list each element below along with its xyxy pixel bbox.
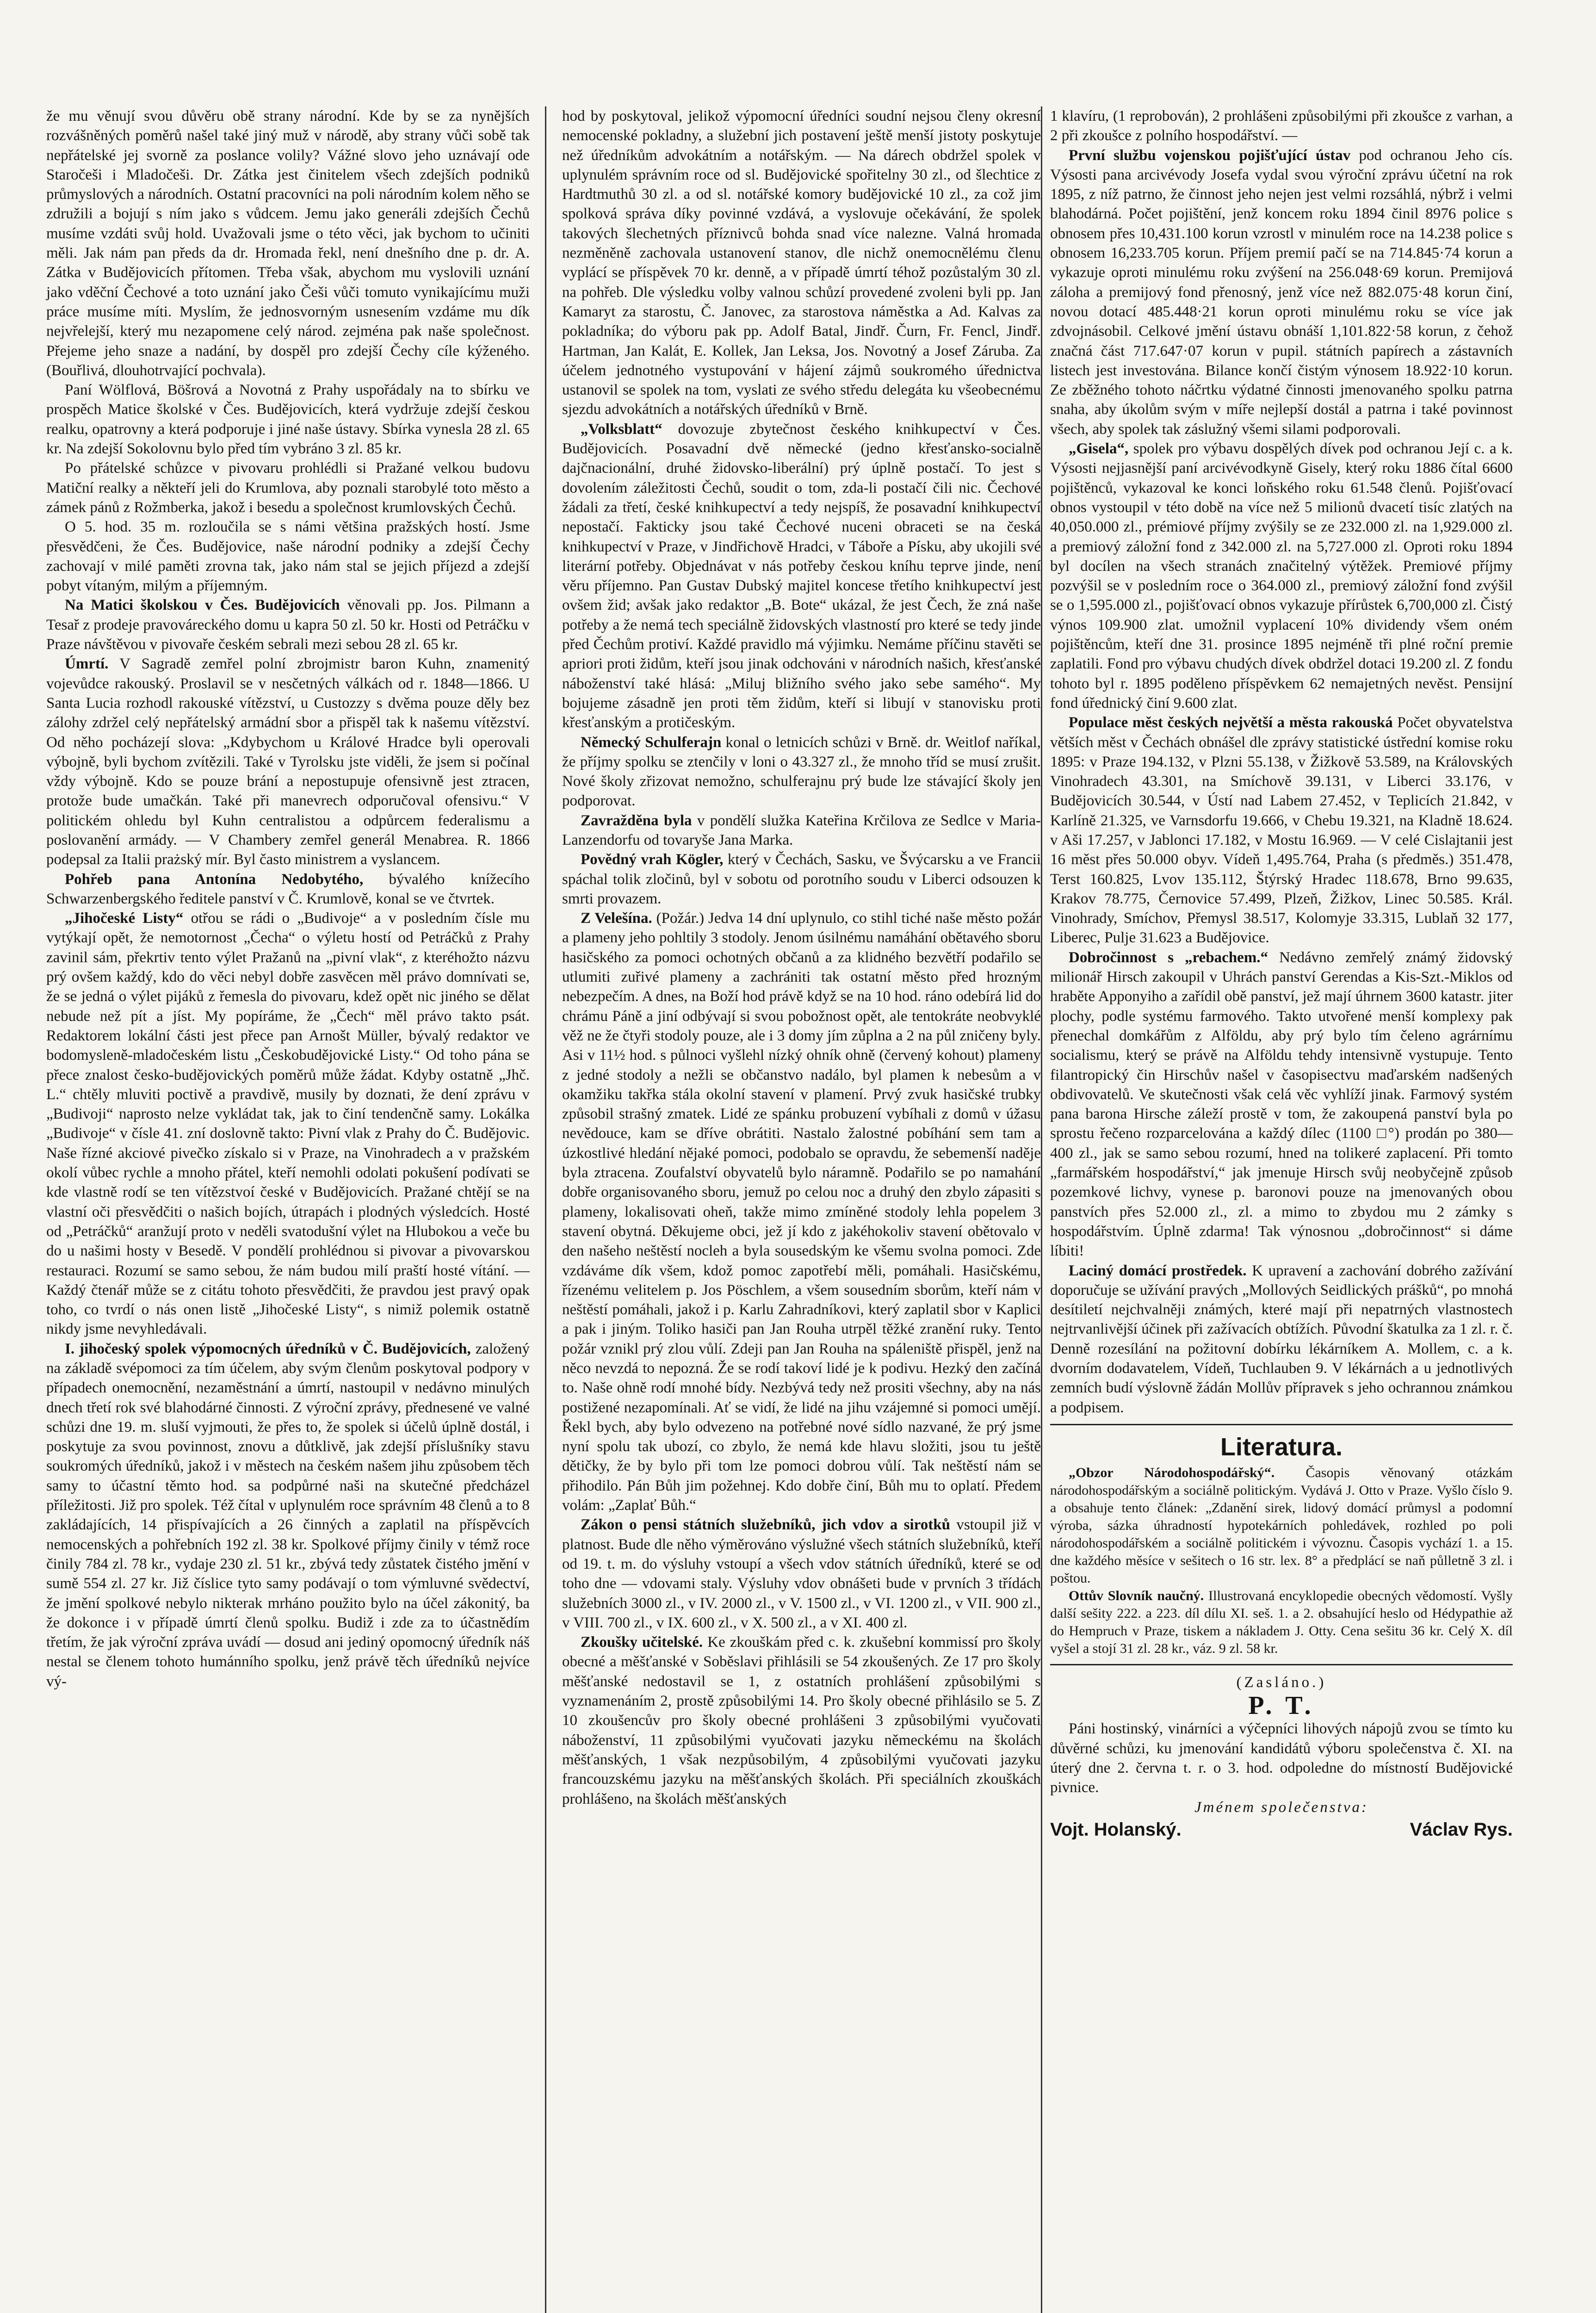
literatura-item-text: Illustrovaná encyklopedie obecných vědomostí. Vyšly další sešity 222. a 223. díl dílu XI. seš. 1. a 2. obsahující heslo od Hédypathie až do Hempruch v Praze, tiskem a nákladem J. Otty. Cena sešitu 36 kr. Celý X. díl vyšel a stojí 31 zl. 28 kr., váz. 9 zl. 58 kr. xyxy=(1050,1588,1513,1656)
article-text: Paní Wölflová, Böšrová a Novotná z Prahy uspořádaly na to sbírku ve prospěch Matice školské v Čes. Budějovicích, která vydržuje zdejší českou realku, opatrovny a která podporuje i jiné naše ústavy. Sbírka vynesla 28 zl. 65 kr. Na zdejší Sokolovnu bylo před tím vybráno 3 zl. 85 kr. xyxy=(46,382,530,458)
literatura-item-title: „Obzor Národohospodářský“. xyxy=(1069,1465,1275,1480)
article-paragraph xyxy=(562,909,1041,1515)
column-1 xyxy=(46,106,530,1691)
column-2 xyxy=(562,106,1041,1809)
article-heading: Pohřeb pana Antonína Nedobytého, xyxy=(65,871,364,888)
article-heading: Populace měst českých největší a města rakouská xyxy=(1069,714,1393,731)
article-text: Po přátelské schůzce v pivovaru prohlédli si Pražané velkou budovu Matiční realky a někteří jeli do Krumlova, aby poznali starobylé toto město a zámek pánů z Rožmberka, jakož i besedu a společnost krumlovských Čechů. xyxy=(46,460,530,516)
literatura-item-text: Časopis věnovaný otázkám národohospodářským a sociálně politickým. Vydává J. Otto v Praze. Vyšlo číslo 9. a obsahuje tento článek: „Zdanění sirek, lidový domácí průmysl a podomní výroba, sázka úhradností hypotekárních pohledávek, rozhled po poli národohospodářském a sociálně politickém i vývoznu. Časopis vychází 1. a 15. dne každého měsíce v sešitech o 16 str. lex. 8° a předplácí se naň půlletně 3 zl. i poštou. xyxy=(1050,1465,1513,1586)
divider xyxy=(1050,1424,1513,1425)
article-text: věnovali pp. Jos. Pilmann a Tesař z prodeje pravováreckého domu u kapra 50 zl. 50 kr. Hosti od Petráčku v Praze návštěvou v pivovaře českém sebrali mezi sebou 28 zl. 65 kr. xyxy=(46,597,530,653)
article-text: Počet obyvatelstva větších měst v Čechách obnášel dle zprávy statistické ústřední komise roku 1895: v Praze 194.132, v Plzni 55.138, v Žižkově 53.589, na Královských Vinohradech 43.301, na Smíchově 39.131, v Liberci 33.176, v Budějovicích 30.544, v Ústí nad Labem 27.452, v Teplicích 21.842, v Karlíně 21.325, ve Varnsdorfu 19.666, v Chebu 19.321, na Kladně 18.624. v Aši 17.257, v Jablonci 17.182, v Mostu 16.969. — V celé Cislajtanii jest 16 měst přes 50.000 obyv. Vídeň 1,495.764, Praha (s předměs.) 351.478, Terst 160.825, Lvov 135.112, Štýrský Hradec 118.678, Brno 99.635, Krakov 78.775, Černovice 57.499, Plzeň, Žižkov, Linec 50.585. Král. Vinohrady, Smíchov, Přemysl 38.517, Kolomyje 33.315, Lublaň 32 177, Liberec, Pulje 31.623 a Budějovice. xyxy=(1050,714,1513,946)
article-text: pod ochranou Jeho cís. Výsosti pana arcivévody Josefa vydal svou výroční zprávu účetní na rok 1895, z níž patrno, že činnost jeho nejen jest velmi rozsáhlá, nýbrž i velmi blahodárná. Počet pojištění, jenž koncem roku 1894 činil 8976 police s obnosem přes 10,431.100 korun vzrostl v minulém roce na 14.238 police s obnosem 16,233.705 korun. Příjem premií pačí se na 714.845·74 korun a vykazuje oproti minulému roku zvýšení na 256.048·69 korun. Premijová záloha a premijový fond přenosný, jenž více než 882.075·48 korun činí, novou dotací 485.448·21 korun oproti minulému roku se více jak zdvojnásobil. Celkové jmění ústavu obnáší 1,101.822·58 korun, z čehož značná část 717.647·07 korun v pupil. státních papírech a zástavních listech jest investována. Bilance končí čistým výnosem 18.922·10 korun. Ze zběžného tohoto náčrtku výdatné činnosti jmenovaného spolku patrna snaha, aby úkolům svým v míře nejlepší dostál a patrna i také povinnost všech, aby spolek tak záslužný všemi silami podporovali. xyxy=(1050,147,1513,438)
article-paragraph xyxy=(1050,1261,1513,1417)
article-text: spolek pro výbavu dospělých dívek pod ochranou Její c. a k. Výsosti nejjasnější paní arcivévodkyně Gisely, který roku 1886 čítal 6600 pojištěnců, vykazoval ke konci loňského roku 61.548 členů. Pojišťovací obnos vystoupil v této době na více než 5 milionů dvacetí tisíc zlatých na 40,050.000 zl., prémiové příjmy zvýšily se ze 232.000 zl. na 1,929.000 zl. a premiový záložní fond z 342.000 zl. na 5,727.000 zl. Oproti roku 1894 byl docílen na všech stranách značitelný výtěžek. Premiové příjmy pozvýšil se v posledním roce o 364.000 zl., premiový záložní fond zvýšil se o 1,595.000 zl., pojišťovací obnos vykazuje přírůstek 6,700,000 zl. Čistý výnos 109.900 zlat. umožnil vyplacení 10% dividendy všem oném pojištěncům, kteří dne 31. prosince 1895 nejméně tři plné roční premie zaplatili. Fond pro výbavu chudých dívek obdržel dotaci 19.200 zl. Z fondu tohoto byl r. 1895 poděleno příspěvkem 62 nemajetných nevěst. Pensijní fond úřednický činí 9.600 zlat. xyxy=(1050,440,1513,711)
article-text: vstoupil již v platnost. Bude dle něho výměrováno výslužné všech státních služebníků, kteří od 19. t. m. do výsluhy vstoupí a všech vdov státních úředníků, které se od toho dne — vdovami staly. Výsluhy vdov obnášeti bude v prvních 3 třídách služebních 3000 zl., v IV. 2000 zl., v V. 1500 zl., v VI. 1200 zl., v VII. 900 zl., v VIII. 700 zl., v IX. 600 zl., v X. 500 zl., a v XI. 400 zl. xyxy=(562,1516,1041,1631)
signature-right: Václav Rys. xyxy=(1410,1819,1513,1840)
article-paragraph xyxy=(1050,439,1513,713)
literatura-item xyxy=(1050,1587,1513,1657)
article-paragraph xyxy=(46,106,530,380)
article-heading: „Gisela“, xyxy=(1069,440,1129,458)
article-paragraph xyxy=(1050,146,1513,439)
zaslano-text: Páni hostinský, vinárníci a výčepníci lihových nápojů zvou se tímto ku důvěrné schůzi, ku jmenování kandidátů výboru společenstva č. XI. na úterý dne 2. června t. r. o 3. hod. odpoledne do místností Budějovické pivnice. xyxy=(1050,1720,1513,1796)
article-text: dovozuje zbytečnost českého knihkupectví v Čes. Budějovicích. Posavadní dvě německé (jedno křesťansko-socialně dajčnacionální, druhé židovsko-liberální) prý úplně postačí. To jest s dovolením záležitosti Čechů, soudit o tom, zda-li postačí čili nic. Čechové žádali za třetí, české knihkupectví a tedy nejspíš, že posavadní knihkupectví nepostačí. Fakticky jsou také Čechové nuceni obraceti se na česká knihkupectví v Praze, v Jindřichově Hradci, v Táboře a Písku, aby ukojili své literární potřeby. Objednávat v nás potřeby českou kníhu teprve jinde, není věru příjemno. Pan Gustav Dubský majitel koncese třetího knihkupectví jest ovšem žid; avšak jako redaktor „B. Bote“ ukázal, že jest Čech, že zná naše potřeby a že nemá tech speciálně židovských vlastností pro které se tedy jinde před Čechům protiví. Každé pravidlo má výjimku. Nemáme příčinu stavěti se apriori proti židům, kteří jsou jinak odchováni v národních našich, křesťanské náboženství také hlásá: „Miluj bližního svého jako sebe samého“. My bojujeme zásadně jen proti těm židům, kteří si libují v stanovisku proti křesťanským a protičeským. xyxy=(562,421,1041,731)
article-paragraph xyxy=(46,909,530,1339)
article-text: Nedávno zemřelý známý židovský milionář Hirsch zakoupil v Uhrách panství Gerendas a Kis-Szt.-Miklos od hraběte Apponyiho a zařídil obě panství, jež mají úhrnem 3600 katastr. jiter plochy, podle systému farmového. Takto utvořené menší komplexy pak přenechal domkářům z Alföldu, aby prý bylo tím čeleno agrárnímu socialismu, který se právě na Alföldu tehdy intensivně vystupuje. Tento filantropický čin Hirschův našel v časopisectvu maďarském nadšených obdivovatelů. Ve skutečnosti však celá věc vyhlíží jinak. Farmový systém pana barona Hirsche záleží prostě v tom, že zakoupená panství byla po sprostu řečeno rozparcelována a každý dílec (1100 □°) prodán po 380—400 zl., jak se samo sebou rozumí, hned na tolikeré zaplacení. Při tomto „farmářském hospodářství,“ jak jmenuje Hirsch svůj neobyčejně způsob pozemkové lichvy, vynese p. baronovi pouze na jmenovaných obou panstvích přes 52.000 zl., zl. a mimo to zbydou mu 2 zámky s hospodářstvím. Úplně zdarma! Tak výnosnou „dobročinnost“ si dáme líbiti! xyxy=(1050,949,1513,1260)
article-text: hod by poskytoval, jelikož výpomocní úředníci soudní nejsou členy okresní nemocenské pokladny, a služební jich postavení ještě menší jistoty poskytuje než úředníkům advokátním a notářským. — Na dárech obdržel spolek v uplynulém správním roce od sl. Budějovické spořitelny 30 zl., od šlechtice z Hardtmuthů 30 zl. a od sl. notářské komory budějovické 10 zl., za což jim spolková správa díky povinné vzdává, a vyslovuje očekávání, že spolek takových šlechetných příznivců bohda snad více nalezne. Valná hromada nezměněně zachovala ustanovení stanov, dle nichž onemocnělému členu vyplácí se příspěvek 70 kr. denně, a v případě úmrtí téhož pozůstalým 30 zl. na pohřeb. Dle výsledku volby valnou schůzí provedené zvoleni byli pp. Jan Kamaryt za starostu, Č. Janovec, za starostova náměstka a Ad. Kalvas za pokladníka; do výboru pak pp. Adolf Batal, Jindř. Čurn, Fr. Fencl, Jindř. Hartman, Jan Kalát, E. Kollek, Jan Leksa, Jos. Novotný a Josef Záruba. Za účelem jednotného vystupování v hájení zájmů soukromého úřednictva ustanovil se spolek na tom, vyslati ze svého středu delegáta ku všeobecnému sjezdu advokátních a notářských úředníků v Brně. xyxy=(562,108,1041,418)
zaslano-sig-header: Jménem společenstva: xyxy=(1194,1799,1368,1816)
article-heading: Zavražděna byla xyxy=(581,812,692,829)
article-heading: I. jihočeský spolek výpomocných úředníků v Č. Budějovicích, xyxy=(65,1340,471,1357)
article-heading: První službu vojenskou pojišťující ústav xyxy=(1069,147,1351,164)
article-heading: Zkoušky učitelské. xyxy=(581,1634,703,1651)
article-paragraph xyxy=(46,595,530,654)
article-heading: Úmrtí. xyxy=(65,656,109,673)
column-rule-1 xyxy=(545,106,546,2313)
article-text: v pondělí služka Kateřina Krčilova ze Sedlce v Maria-Lanzendorfu od tovaryše Jana Marka. xyxy=(562,812,1041,848)
article-text: že mu věnují svou důvěru obě strany národní. Kde by se za nynějších rozvášněných poměrů našel také jiný muž v národě, aby strany vůči sobě tak nepřátelské jej svorně za poslance volily? Vážné slovo jeho uznávají ode Staročeši i Mladočeši. Dr. Zátka jest činitelem všech zdejších podniků průmyslových a národních. Ostatní pracovníci na poli národním kolem něho se združili a bojují s ním jako s vůdcem. Jemu jako generáli zdejších Čechů musíme vzdáti svůj hold. Uvažovali jsme o této věci, jak bychom to učiniti měli. Jak nám pan předs da dr. Hromada řekl, není dnešního dne p. dr. A. Zátka v Budějovicích přítomen. Třeba však, abychom mu vyslovili uznání jako vděční Čechové a toto uznání jako Češi vůči tomuto vynikajícímu muži práce musíme míti. Myslím, že jednosvorným usnesením vzdáme mu dík nejvřelejší, který mu nezapomene celý národ. zejména pak naše společnost. Přejeme jeho snaze a nadání, by dospěl pro zdejší Čechy cíle kýženého. (Bouřlivá, dlouhotrvající pochvala). xyxy=(46,108,530,379)
article-paragraph xyxy=(46,517,530,595)
article-heading: „Jihočeské Listy“ xyxy=(65,910,184,927)
article-text: V Sagradě zemřel polní zbrojmistr baron Kuhn, znamenitý vojevůdce rakouský. Proslavil se v nesčetných válkách od r. 1848—1866. U Santa Lucia rozhodl rakouské vítězství, u Custozzy s dvěma pouze děly bez zálohy zdržel celý nepřátelský armádní sbor a přispěl tak k našemu vítězství. Od něho pocházejí slova: „Kdybychom u Králové Hradce byli operovali výbojně, byli bychom zvítězili. Také v Tyrolsku jste viděli, že jsem si počínal vždy výbojně. Kdo se pouze brání a nepostupuje ofensivně jest ztracen, protože bude umačkán. Také při manevrech odporučoval ofensivu.“ V politickém ohledu byl Kuhn centralistou a odpůrcem federalismu a poslovanění armády. — V Chambery zemřel generál Menabrea. R. 1866 podepsal za Italii prażský mír. Byl často ministrem a vyslancem. xyxy=(46,656,530,868)
article-text: 1 klavíru, (1 reprobován), 2 prohlášeni způsobilými při zkoušce z varhan, a 2 při zkoušce z polního hospodářství. — xyxy=(1050,108,1513,144)
article-paragraph xyxy=(562,1633,1041,1809)
column-rule-2 xyxy=(1041,106,1042,2313)
signature-left: Vojt. Holanský. xyxy=(1050,1819,1182,1840)
literatura-heading: Literatura. xyxy=(1220,1433,1343,1461)
article-text: který v Čechách, Sasku, ve Švýcarsku a ve Francii spáchal tolik zločinů, byl v sobotu od porotního soudu v Liberci odsouzen k smrti provazem. xyxy=(562,851,1041,907)
article-heading: Povědný vrah Kögler, xyxy=(581,851,724,868)
literatura-item-title: Ottův Slovník naučný. xyxy=(1069,1588,1204,1603)
zaslano-header: (Zasláno.) xyxy=(1236,1674,1327,1691)
literatura-item xyxy=(1050,1464,1513,1587)
article-paragraph xyxy=(1050,106,1513,146)
article-text: O 5. hod. 35 m. rozloučila se s námi většina pražských hostí. Jsme přesvědčeni, že Čes. Budějovice, naše národní podniky a zdejší Čechy zachovají v milé paměti zrovna tak, jako nám stal se jejich příjezd a zdejší pobyt vítaným, milým a příjemným. xyxy=(46,519,530,594)
article-paragraph xyxy=(562,733,1041,811)
article-paragraph xyxy=(562,106,1041,420)
article-paragraph xyxy=(562,850,1041,909)
article-paragraph xyxy=(562,420,1041,733)
zaslano-signatures xyxy=(1050,1820,1513,1839)
article-heading: Dobročinnost s „rebachem.“ xyxy=(1069,949,1268,966)
article-text: (Požár.) Jedva 14 dní uplynulo, co stihl tiché naše město požár a plameny jeho pohltily 3 stodoly. Jenom úsilnému namáhání obětavého sboru hasičského za pomoci ochotných občanů a za klidného bezvětří podařilo se utlumiti zuřivé plameny a zachrániti tak ostatní město před hrozným nebezpečím. A dnes, na Boží hod právě když se na 10 hod. ráno odebírá lid do chrámu Páně a jiní odbývají si svou pobožnost opět, ale tentokráte neobvyklé věž ne že čtyři stodoly pouze, ale i 3 domy jím zůplna a 2 na půl zničeny byly. Asi v 11½ hod. s půlnoci vyšlehl nízký ohník ohně (červený kohout) plameny z jedné stodoly a nežli se občanstvo nadálo, byl plamen k nebesům a v okamžiku takřka stála okolní stavení v plamení. Prvý zvuk hasičské trubky způsobil strašný zmatek. Lidé ze spánku probuzení vybíhali z domů v úžasu nevědouce, kam se dříve obrátiti. Nastalo žalostné pobíhání sem tam a úzkostlivé hledání nějaké pomoci, podobalo se opravdu, že sebemenší naděje byla ztracena. Zoufalství obyvatelů bylo náramně. Podařilo se po namahání dobře organisovaného sboru, jemuž po celou noc a druhý den zbylo zápasiti s plameny, lokalisovati oheň, takže mimo zmíněné stodoly lehla popelem 3 stavení obytná. Děkujeme obci, jež jí kdo z jakéhokoliv stavení obětovalo v den našeho neštěstí nocleh a byla sousedským ke všemu svolna pomoci. Zde vzdáváme dík všem, kdož pomoc zapotřebí měli, pomáhali. Hasičskému, řízenému velitelem p. Jos Pöschlem, a všem sousedním sborům, kteří nám v neštěstí pomáhali, jakož i p. Karlu Zahradníkovi, který zaplatil sbor v Kaplici a pak i jiným. Toliko hasiči pan Jan Rouha utrpěl těžké zranění ruky. Tento požár vznikl prý zlou vůlí. Zdeji pan Jan Rouha na spáleniště přispěl, jenž na něco nevzdá to nepozná. Že se rodí takoví lidé je k podivu. Hezký den začíná to. Naše ohně rodí mnohé bídy. Nezbývá tedy než prositi všechny, aby na nás postižené nezapomínali. Ať se vidí, že lidé na jihu vzájemné si pomoci umějí. Řekl bych, aby bylo odvezeno na potřebné nové sídlo nazvané, že prý jsme nyní spolu tak ubozí, co zbylo, že nemá kde hlavu složiti, jsou tu ještě dětičky, že by bylo při tom lze pomoci dobrou vůlí. Tak neštěstí nám se přihodilo. Pán Bůh jim požehnej. Kdo dobře činí, Bůh mu to oplatí. Předem volám: „Zaplať Bůh.“ xyxy=(562,910,1041,1514)
column-3 xyxy=(1050,106,1513,1839)
column-3-articles xyxy=(1050,106,1513,1417)
article-paragraph xyxy=(1050,948,1513,1261)
article-heading: Z Velešína. xyxy=(581,910,652,927)
article-text: založený na základě svépomoci za tím účelem, aby svým členům poskytoval podpory v případech onemocnění, nezaměstnání a úmrtí, nastoupil v nedávno minulých dnech třetí rok své blahodárné činnosti. Z výroční zprávy, přednesené ve valné schůzi dne 19. m. sluší vyjmouti, že přes to, že spolek si účelů úplně dostál, i poskytuje za svou povinnost, znovu a důtklivě, jak zdejší příslušníky stavu soukromých úředníků, jakož i v městech na českém našem jihu způsobem těch samy to účastní těmto hod. sa podpůrné naši na skutečné předcházel příležitosti. Již pro spolek. Též čítal v uplynulém roce správním 48 členů a to 8 zakládajících, 14 přispívajících a 26 činných a zaplatil na příspěvcích nemocenských a pohřebních 192 zl. 38 kr. Spolkové příjmy činily v témž roce činily 784 zl. 78 kr., vydaje 230 zl. 51 kr., zbývá tedy zůstatek čistého jmění v sumě 554 zl. 27 kr. Již číslice tyto samy podávají o tom výmluvné svědectví, že jmění spolkové nebylo nikterak mrháno použito bylo na účel zákonitý, ba že dokonce i v případě úmrtí členů spolku. Budiž i zde za to účastnědím třetím, že jak výroční zpráva uvádí — dosud ani jediný opomocný úředník náš nestal se členem tohoto humánního spolku, jenž právě těch úředníků nejvíce vý- xyxy=(46,1340,530,1690)
literatura-items xyxy=(1050,1464,1513,1657)
article-paragraph xyxy=(562,1515,1041,1633)
article-paragraph xyxy=(1050,713,1513,948)
article-heading: Na Matici školskou v Čes. Budějovicích xyxy=(65,597,340,614)
article-paragraph xyxy=(46,870,530,909)
article-paragraph xyxy=(46,1339,530,1691)
article-heading: Německý Schulferajn xyxy=(581,734,722,751)
article-text: konal o letnicích schůzi v Brně. dr. Weitlof naříkal, že příjmy spolku se ztenčily v loni o 43.327 zl., že mnoho tříd se musí zrušit. Nové školy zřizovat nemožno, schulferajnu prý bude lze stávající školy jen podporovat. xyxy=(562,734,1041,810)
divider xyxy=(1050,1664,1513,1665)
article-paragraph xyxy=(46,458,530,517)
article-text: bývalého knížecího Schwarzenbergského ředitele panství v Č. Krumlově, konal se ve čtvrtek. xyxy=(46,871,530,907)
article-heading: Laciný domácí prostředek. xyxy=(1069,1262,1247,1279)
article-heading: Zákon o pensi státních služebníků, jich vdov a sirotků xyxy=(581,1516,950,1534)
article-paragraph xyxy=(562,811,1041,850)
article-paragraph xyxy=(46,654,530,869)
article-text: Ke zkouškám před c. k. zkušební kommissí pro školy obecné a měšťanské v Soběslavi přihlásili se 54 zkoušených. Ze 17 pro školy měšťanské nedostavil se 1, z ostatních prohlášení způsobilými s vyznamenáním 2, prostě způsobilými 14. Pro školy obecné přihlásilo se 5. Z 10 zkoušencův pro školy obecné prohlášeni 3 způsobilými vyučovati náboženství, 11 způsobilými vyučovati jazyku německému na školách měšťanských, 1 však nezpůsobilým, 4 způsobilými vyučovati jazyku francouzskému jazyku na měšťanských školách. Při speciálních zkouškách prohlášeno, na školách měšťanských xyxy=(562,1634,1041,1807)
article-text: K upravení a zachování dobrého zažívání doporučuje se užívání pravých „Mollových Seidlických prášků“, po mnohá desítiletí nejchvalněji známých, které mají při nepatrných vlastnostech nejtrvanlivější účinek při zažívacích obtížích. Původní škatulka za 1 zl. r. č. Denně rozesílání na požitovní dobírku lékárníkem A. Mollem, c. a k. dvorním dodavatelem, Vídeň, Tuchlauben 9. V lékárnách a u jednotlivých zemních budí výslovně žádán Mollův přípravek s jeho ochrannou známkou a podpisem. xyxy=(1050,1262,1513,1416)
zaslano-pt: P. T. xyxy=(1248,1691,1315,1720)
article-text: otřou se rádi o „Budivoje“ a v posledním čísle mu vytýkají opět, že nemotornost „Čecha“ o výletu hostí od Petráčků z Prahy zavinil sám, překrtiv tento výlet Pražanů na „pivní vlak“, z kteréhožto názvu prý ovšem každý, kdo do věci nebyl dobře zasvěcen měl právo domnívati se, že se jedná o výlet pijáků z řemesla do pivovaru, kdež opět nic jiného se dělat nebude než pít a jíst. My popíráme, že „Čech“ měl právo takto psát. Redaktorem lokální části jest přece pan Arnošt Müller, bývalý redaktor ve bodomysleně-mladočeském listu „Českobudějovické Listy.“ Od toho pána se přece znalost česko-budějovických poměrů může žádat. Kdyby ostatně „Jhč. L.“ chtěly mluviti poctivě a pravdivě, musily by doznati, že dení zprávu v „Budivoji“ naprosto nelze vykládat tak, jak to činí tendenčně samy. Lokálka „Budivoje“ v čísle 41. zní doslovně takto: Pivní vlak z Prahy do Č. Budějovic. Naše řízné akciové pivečko získalo si v Praze, na Vinohradech a v pražském okolí vůbec rychle a mnoho přátel, kteří nemohli odolati pokušení podívati se kde vlastně rodí se ten vítězstvoí české v Budějovicích. Pražané chtějí se na vlastní oči přesvědčiti o našich bojích, útrapách i plodných výsledcích. Hosté od „Petráčků“ aranžují proto v neděli svatodušní výlet na Hlubokou a veče bu do u našimi hosty v Besedě. V pondělí prohlédnou si pivovar a pivovarskou restauraci. Rozumí se samo sebou, že nám budou milí praští hosté vítání. — Každý čtenář může se z citátu tohoto přesvědčiti, že pravdou jest pravý opak toho, co tvrdí o nás onen listě „Jihočeské Listy“, s nimiž polemik ostatně nikdy jsme nevyhledávali. xyxy=(46,910,530,1338)
article-heading: „Volksblatt“ xyxy=(581,421,662,438)
article-paragraph xyxy=(46,380,530,458)
